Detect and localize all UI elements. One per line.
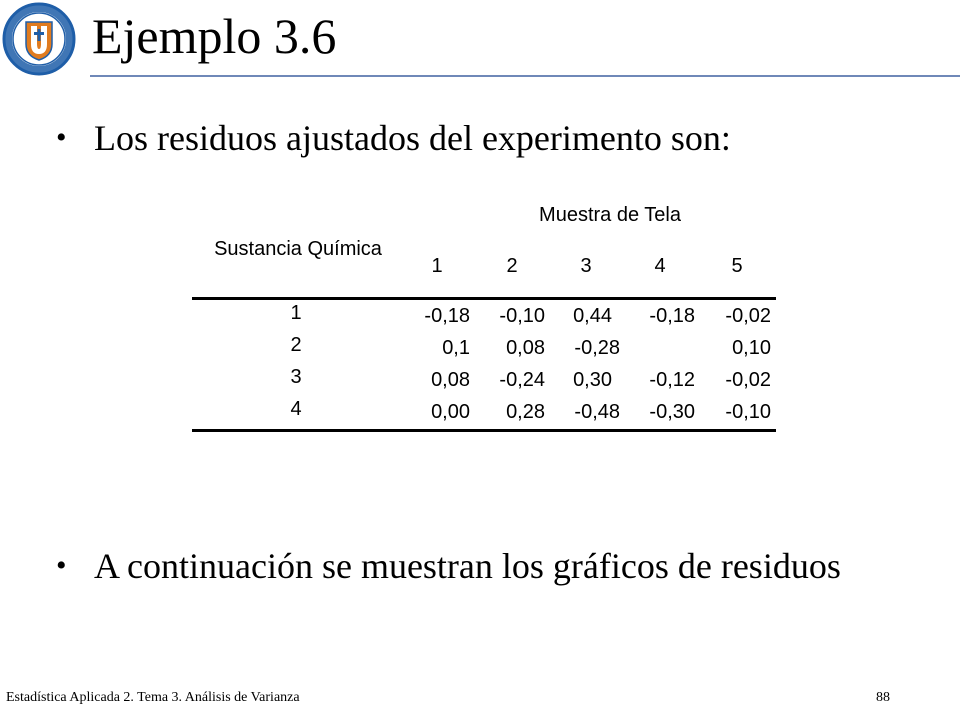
table-cell: -0,10 xyxy=(725,401,771,423)
bullet-item xyxy=(56,545,906,645)
table-column-header: 1 xyxy=(431,255,443,277)
table-column-header: 3 xyxy=(580,255,592,277)
bullet-icon: • xyxy=(56,549,67,582)
university-logo-icon xyxy=(2,2,76,76)
table-row-label: 1 xyxy=(290,302,302,324)
table-row xyxy=(0,334,960,364)
table-cell: -0,12 xyxy=(649,369,695,391)
table-cell: -0,02 xyxy=(725,305,771,327)
table-cell: 0,28 xyxy=(506,401,545,423)
table-row xyxy=(0,302,960,332)
table-cell: 0,08 xyxy=(506,337,545,359)
table-cell: 0,44 xyxy=(573,305,612,327)
table-cell: -0,10 xyxy=(499,305,545,327)
table-cell: -0,24 xyxy=(499,369,545,391)
table-row-label: 4 xyxy=(290,398,302,420)
table-cell: 0,00 xyxy=(431,401,470,423)
table-cell: -0,18 xyxy=(424,305,470,327)
table-top-rule xyxy=(192,297,776,300)
table-cell: -0,02 xyxy=(725,369,771,391)
bullet-text: A continuación se muestran los gráficos de residuos xyxy=(94,546,841,586)
table-cell: 0,08 xyxy=(431,369,470,391)
page-number: 88 xyxy=(876,690,890,705)
table-column-header: 2 xyxy=(506,255,518,277)
table-column-header: 4 xyxy=(654,255,666,277)
table-row-header: Sustancia Química xyxy=(214,238,382,260)
table-cell: -0,48 xyxy=(574,401,620,423)
title-divider xyxy=(90,75,960,77)
table-cell: 0,1 xyxy=(442,337,470,359)
table-bottom-rule xyxy=(192,429,776,432)
table-group-header: Muestra de Tela xyxy=(539,204,681,226)
bullet-icon: • xyxy=(56,121,67,154)
table-row-label: 2 xyxy=(290,334,302,356)
table-cell: 0,30 xyxy=(573,369,612,391)
footer-course-title: Estadística Aplicada 2. Tema 3. Análisis de Varianza xyxy=(6,690,300,705)
table-cell: -0,28 xyxy=(574,337,620,359)
table-cell: -0,18 xyxy=(649,305,695,327)
slide-title: Ejemplo 3.6 xyxy=(92,8,337,64)
table-row xyxy=(0,366,960,396)
table-column-header: 5 xyxy=(731,255,743,277)
table-cell: -0,30 xyxy=(649,401,695,423)
table-row-label: 3 xyxy=(290,366,302,388)
table-row xyxy=(0,398,960,428)
table-cell: 0,10 xyxy=(732,337,771,359)
bullet-text: Los residuos ajustados del experimento son: xyxy=(94,118,731,158)
